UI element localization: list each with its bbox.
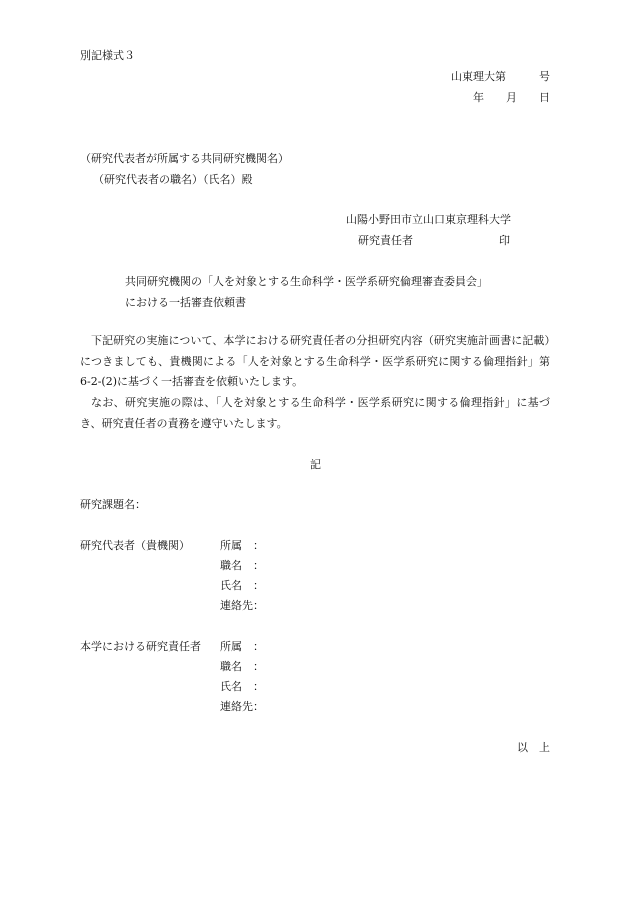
subject-line-1: 共同研究機関の「人を対象とする生命科学・医学系研究倫理審査委員会」 <box>125 275 488 288</box>
representative-heading: 研究代表者（貴機関） <box>80 539 190 552</box>
notation-mark: 記 <box>310 458 321 471</box>
sender-university: 山陽小野田市立山口東京理科大学 <box>346 213 511 226</box>
local-pi-position-label: 職名 ： <box>220 660 264 673</box>
representative-name-label: 氏名 ： <box>220 579 264 592</box>
subject-line-2: における一括審査依頼書 <box>125 296 246 309</box>
form-label: 別記様式３ <box>80 49 135 62</box>
local-pi-heading: 本学における研究責任者 <box>80 640 201 653</box>
issue-date: 年 月 日 <box>473 91 550 104</box>
representative-position-label: 職名 ： <box>220 559 264 572</box>
representative-contact-label: 連絡先： <box>220 599 264 612</box>
local-pi-contact-label: 連絡先： <box>220 700 264 713</box>
sender-role: 研究責任者 <box>358 234 413 247</box>
local-pi-affiliation-label: 所属 ： <box>220 640 264 653</box>
body-paragraph-1: 下記研究の実施について、本学における研究責任者の分担研究内容（研究実施計画書に記載）につきましても、貴機関による「人を対象とする生命科学・医学系研究に関する倫理指針」第6-2-(2)に基づく一括審査を依頼いたします。 <box>80 334 550 388</box>
document-number: 山東理大第 号 <box>451 70 550 83</box>
seal-mark: 印 <box>499 234 510 247</box>
representative-affiliation-label: 所属 ： <box>220 539 264 552</box>
local-pi-name-label: 氏名 ： <box>220 680 264 693</box>
project-title-label: 研究課題名： <box>80 498 146 511</box>
addressee-institution: （研究代表者が所属する共同研究機関名） <box>80 152 289 165</box>
body-paragraph-2: なお、研究実施の際は、「人を対象とする生命科学・医学系研究に関する倫理指針」に基づき、研究責任者の責務を遵守いたします。 <box>80 396 550 430</box>
closing-mark: 以 上 <box>517 741 550 754</box>
addressee-person: （研究代表者の職名）（氏名）殿 <box>93 173 253 186</box>
